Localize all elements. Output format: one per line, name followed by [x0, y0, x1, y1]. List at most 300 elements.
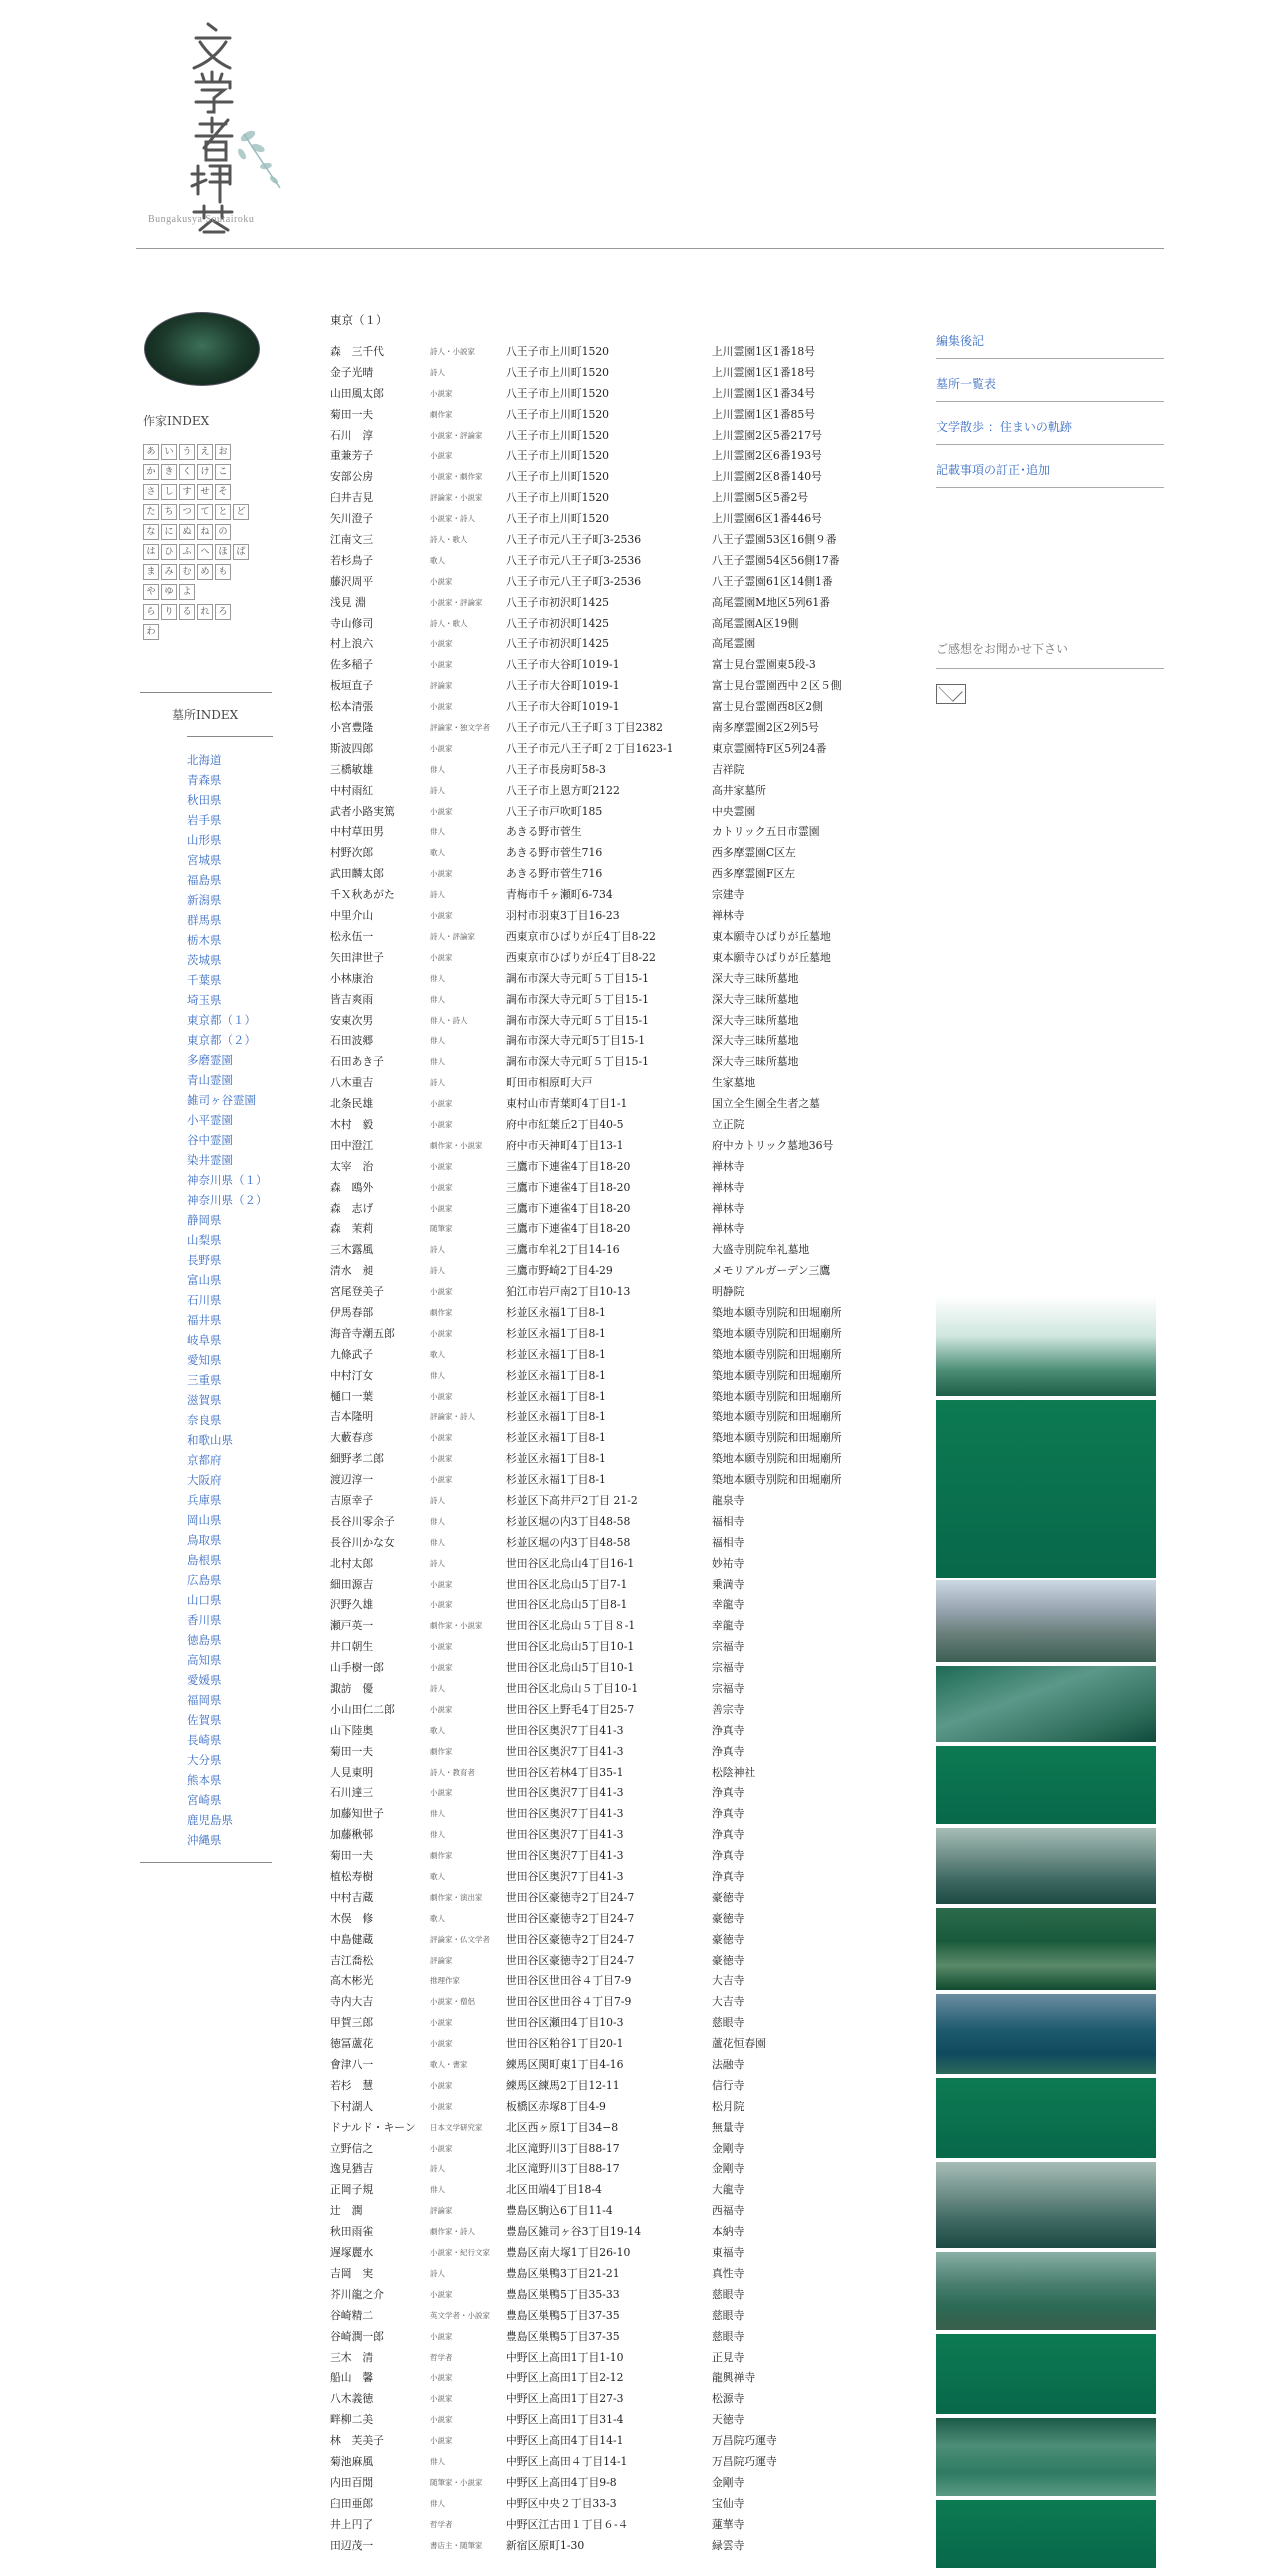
prefecture-link[interactable]: 福岡県 — [187, 1693, 222, 1707]
table-row — [330, 2327, 890, 2348]
kana-link[interactable]: の — [215, 524, 231, 540]
occupation: 小説家 — [430, 1161, 453, 1171]
author-name[interactable]: 八木義徳 — [330, 2392, 374, 2406]
author-name[interactable]: 井口朝生 — [330, 1640, 374, 1654]
occupation: 詩人 — [430, 1266, 445, 1276]
address: 世田谷区奥沢7丁目41-3 — [506, 1786, 624, 1800]
table-row — [330, 1387, 890, 1408]
prefecture-link[interactable]: 岩手県 — [187, 813, 222, 827]
grave-location: 松月院 — [712, 2099, 745, 2113]
kana-link[interactable]: へ — [197, 544, 213, 560]
author-name[interactable]: 寺山修司 — [330, 616, 374, 630]
prefecture-link[interactable]: 栃木県 — [187, 933, 222, 947]
prefecture-link[interactable]: 香川県 — [187, 1613, 222, 1627]
author-name[interactable]: 板垣直子 — [330, 679, 374, 693]
author-name[interactable]: 石田あき子 — [330, 1055, 384, 1069]
author-name[interactable]: ドナルド・キーン — [330, 2120, 416, 2134]
prefecture-link[interactable]: 広島県 — [187, 1573, 222, 1587]
table-row — [330, 2097, 890, 2118]
author-name[interactable]: 中村吉蔵 — [330, 1890, 374, 1904]
author-name[interactable]: 辻 潤 — [330, 2204, 363, 2218]
mail-icon[interactable] — [936, 684, 966, 704]
author-name[interactable]: 皆吉爽雨 — [330, 992, 374, 1006]
address: 杉並区堀の内3丁目48-58 — [506, 1514, 631, 1528]
site-logo[interactable] — [148, 16, 298, 236]
author-name[interactable]: 小宮豊隆 — [330, 721, 374, 735]
author-name[interactable]: 矢田津世子 — [330, 950, 384, 964]
author-name[interactable]: 會津八一 — [330, 2058, 374, 2072]
kana-row — [143, 484, 283, 504]
prefecture-link[interactable]: 神奈川県（１） — [187, 1173, 268, 1187]
kana-link[interactable]: ね — [197, 524, 213, 540]
kana-link[interactable]: い — [161, 444, 177, 460]
kana-link[interactable]: ふ — [179, 544, 195, 560]
author-name[interactable]: 石田波郷 — [330, 1034, 374, 1048]
prefecture-link[interactable]: 鳥取県 — [187, 1533, 222, 1547]
author-name[interactable]: 村野次郎 — [330, 846, 374, 860]
prefecture-link[interactable]: 大阪府 — [187, 1473, 222, 1487]
kana-link[interactable]: ぱ — [233, 544, 249, 560]
kana-link[interactable]: そ — [215, 484, 231, 500]
prefecture-link[interactable]: 福井県 — [187, 1313, 222, 1327]
author-name[interactable]: 長谷川かな女 — [330, 1535, 395, 1549]
prefecture-link[interactable]: 神奈川県（２） — [187, 1193, 268, 1207]
occupation: 小説家 — [430, 2436, 453, 2446]
occupation: 小説家 — [430, 1099, 453, 1109]
kana-link[interactable]: た — [143, 504, 159, 520]
prefecture-link[interactable]: 千葉県 — [187, 973, 222, 987]
kana-link[interactable]: に — [161, 524, 177, 540]
author-name[interactable]: 佐多稲子 — [330, 658, 374, 672]
author-name[interactable]: 林 芙美子 — [330, 2434, 384, 2448]
kana-link[interactable]: よ — [179, 584, 195, 600]
table-row — [330, 781, 890, 802]
occupation: 評論家・仏文学者 — [430, 1934, 490, 1944]
kana-link[interactable]: つ — [179, 504, 195, 520]
occupation: 俳人 — [430, 1057, 445, 1067]
author-name[interactable]: 加藤楸邨 — [330, 1828, 374, 1842]
address: 三鷹市下連雀4丁目18-20 — [506, 1159, 631, 1173]
author-name[interactable]: 大藪春彦 — [330, 1431, 374, 1445]
author-name[interactable]: 村上浪六 — [330, 637, 374, 651]
prefecture-link[interactable]: 岡山県 — [187, 1513, 222, 1527]
table-row — [330, 1240, 890, 1261]
occupation: 俳人 — [430, 1537, 445, 1547]
author-name[interactable]: 三橋敏雄 — [330, 762, 374, 776]
author-name[interactable]: 中里介山 — [330, 909, 374, 923]
author-name[interactable]: 船山 馨 — [330, 2371, 374, 2385]
author-name[interactable]: 樋口一葉 — [330, 1389, 374, 1403]
link-editor-postscript[interactable]: 編集後記 — [936, 334, 985, 348]
author-name[interactable]: 井上円了 — [330, 2517, 374, 2531]
occupation: 小説家・劇作家 — [430, 472, 483, 482]
prefecture-link[interactable]: 富山県 — [187, 1273, 222, 1287]
author-name[interactable]: 重兼芳子 — [330, 449, 374, 463]
prefecture-link[interactable]: 染井霊園 — [187, 1153, 233, 1167]
address: 世田谷区北烏山５丁目８-1 — [506, 1619, 636, 1633]
address: 西東京市ひばりが丘4丁目8-22 — [506, 929, 656, 943]
kana-row — [143, 544, 283, 564]
prefecture-link[interactable]: 山形県 — [187, 833, 222, 847]
prefecture-link[interactable]: 長崎県 — [187, 1733, 222, 1747]
occupation: 小説家 — [430, 952, 453, 962]
kana-link[interactable]: か — [143, 464, 159, 480]
table-row — [330, 551, 890, 572]
temple-photo — [936, 1580, 1156, 1662]
author-name[interactable]: 吉本隆明 — [330, 1410, 374, 1424]
author-name[interactable]: 畔柳二美 — [330, 2413, 374, 2427]
author-name[interactable]: 植松寿樹 — [330, 1870, 374, 1884]
author-name[interactable]: 八木重吉 — [330, 1076, 374, 1090]
prefecture-link[interactable]: 大分県 — [187, 1753, 222, 1767]
author-name[interactable]: 吉岡 実 — [330, 2266, 374, 2280]
prefecture-link[interactable]: 岐阜県 — [187, 1333, 222, 1347]
author-name[interactable]: 森 志げ — [330, 1201, 374, 1215]
grave-location: 東福寺 — [712, 2246, 745, 2260]
grave-location: 金剛寺 — [712, 2475, 745, 2489]
author-name[interactable]: 中村汀女 — [330, 1368, 374, 1382]
table-row — [330, 634, 890, 655]
author-name[interactable]: 吉原幸子 — [330, 1493, 374, 1507]
prefecture-link[interactable]: 秋田県 — [187, 793, 222, 807]
author-name[interactable]: 森 茉莉 — [330, 1222, 374, 1236]
author-name[interactable]: 高木彬光 — [330, 1974, 374, 1988]
author-name[interactable]: 森 鴎外 — [330, 1180, 374, 1194]
address: 杉並区永福1丁目8-1 — [506, 1473, 606, 1487]
prefecture-link[interactable]: 三重県 — [187, 1373, 222, 1387]
grave-location: 高尾霊園 — [712, 637, 756, 651]
table-row — [330, 467, 890, 488]
kana-link[interactable]: う — [179, 444, 195, 460]
kana-link[interactable]: と — [215, 504, 231, 520]
prefecture-link[interactable]: 京都府 — [187, 1453, 222, 1467]
author-name[interactable]: 正岡子規 — [330, 2183, 374, 2197]
kana-link[interactable]: み — [161, 564, 177, 580]
table-row — [330, 1491, 890, 1512]
author-name[interactable]: 遅塚麗水 — [330, 2246, 374, 2260]
author-name[interactable]: 内田百閒 — [330, 2475, 374, 2489]
kana-link[interactable]: ほ — [215, 544, 231, 560]
grave-location: 宗福寺 — [712, 1661, 745, 1675]
prefecture-link[interactable]: 東京都（１） — [187, 1013, 256, 1027]
prefecture-link[interactable]: 新潟県 — [187, 893, 222, 907]
address: 世田谷区奥沢7丁目41-3 — [506, 1744, 624, 1758]
author-name[interactable]: 臼井吉見 — [330, 491, 374, 505]
author-name[interactable]: 清水 昶 — [330, 1264, 374, 1278]
author-name[interactable]: 中村雨紅 — [330, 783, 374, 797]
author-name[interactable]: 甲賀三郎 — [330, 2016, 374, 2030]
address: 八王子市元八王子町3-2536 — [506, 553, 642, 567]
prefecture-link[interactable]: 宮城県 — [187, 853, 222, 867]
kana-link[interactable]: す — [179, 484, 195, 500]
table-row — [330, 1366, 890, 1387]
prefecture-link[interactable]: 青森県 — [187, 773, 222, 787]
kana-link[interactable]: り — [161, 604, 177, 620]
prefecture-link[interactable]: 愛知県 — [187, 1353, 222, 1367]
author-avatar — [144, 312, 260, 386]
address: 八王子市元八王子町3-2536 — [506, 533, 642, 547]
prefecture-link[interactable]: 山梨県 — [187, 1233, 222, 1247]
prefecture-link[interactable]: 東京都（２） — [187, 1033, 256, 1047]
kana-link[interactable]: る — [179, 604, 195, 620]
prefecture-link[interactable]: 宮崎県 — [187, 1793, 222, 1807]
prefecture-link[interactable]: 兵庫県 — [187, 1493, 222, 1507]
author-name[interactable]: 矢川澄子 — [330, 512, 374, 526]
kana-link[interactable]: せ — [197, 484, 213, 500]
occupation: 英文学者・小説家 — [430, 2310, 490, 2320]
author-name[interactable]: 中島健蔵 — [330, 1932, 374, 1946]
kana-link[interactable]: ぬ — [179, 524, 195, 540]
author-name[interactable]: 海音寺潮五郎 — [330, 1326, 395, 1340]
occupation: 小説家・紀行文家 — [430, 2248, 490, 2258]
author-name[interactable]: 諏訪 優 — [330, 1682, 374, 1695]
address: 八王子市大谷町1019-1 — [506, 679, 620, 693]
kana-row — [143, 444, 283, 464]
kana-link[interactable]: む — [179, 564, 195, 580]
author-name[interactable]: 秋田雨雀 — [330, 2225, 374, 2239]
prefecture-link[interactable]: 埼玉県 — [187, 993, 222, 1007]
kana-link[interactable]: ひ — [161, 544, 177, 560]
grave-location: 幸龍寺 — [712, 1619, 745, 1633]
divider — [187, 736, 273, 737]
table-row — [330, 2389, 890, 2410]
author-name[interactable]: 菊池麻風 — [330, 2454, 374, 2468]
table-row — [330, 1721, 890, 1742]
author-name[interactable]: 菊田一夫 — [330, 1744, 374, 1758]
prefecture-link[interactable]: 茨城県 — [187, 953, 222, 967]
kana-link[interactable]: や — [143, 584, 159, 600]
table-row — [330, 1846, 890, 1867]
prefecture-link[interactable]: 長野県 — [187, 1253, 222, 1267]
author-name[interactable]: 九條武子 — [330, 1347, 374, 1361]
author-name[interactable]: 石川 淳 — [330, 428, 374, 442]
author-name[interactable]: 菊田一夫 — [330, 407, 374, 421]
author-name[interactable]: 小林康治 — [330, 971, 374, 985]
author-name[interactable]: 若杉 慧 — [330, 2078, 374, 2092]
author-name[interactable]: 千Ｘ秋あがた — [330, 888, 395, 902]
kana-link[interactable]: こ — [215, 464, 231, 480]
author-name[interactable]: 木村 毅 — [330, 1117, 374, 1131]
logo-subtitle: Bungakusya Soutairoku — [148, 214, 255, 225]
address: 世田谷区北烏山５丁目10-1 — [506, 1682, 639, 1695]
occupation: 劇作家 — [430, 1851, 453, 1861]
grave-location: 富士見台霊園東5段-3 — [712, 658, 816, 672]
author-name[interactable]: 加藤知世子 — [330, 1807, 384, 1821]
author-name[interactable]: 北村太郎 — [330, 1556, 374, 1570]
kana-link[interactable]: て — [197, 504, 213, 520]
prefecture-link[interactable]: 奈良県 — [187, 1413, 222, 1427]
occupation: 小説家 — [430, 1704, 453, 1714]
author-name[interactable]: 細野孝二郎 — [330, 1452, 384, 1466]
kana-link[interactable]: け — [197, 464, 213, 480]
occupation: 小説家 — [430, 576, 453, 586]
author-name[interactable]: 安部公房 — [330, 470, 374, 484]
kana-link[interactable]: れ — [197, 604, 213, 620]
kana-link[interactable]: さ — [143, 484, 159, 500]
author-name[interactable]: 立野信之 — [330, 2141, 374, 2155]
prefecture-link[interactable]: 青山霊園 — [187, 1073, 233, 1087]
address: 中野区江古田１丁目６-４ — [506, 2517, 629, 2531]
kana-link[interactable]: な — [143, 524, 159, 540]
link-literary-walk[interactable]: 文学散歩 ：住まいの軌跡 — [936, 420, 1072, 434]
author-name[interactable]: 逸見猶吉 — [330, 2162, 374, 2176]
kana-link[interactable]: く — [179, 464, 195, 480]
author-name[interactable]: 藤沢周平 — [330, 574, 374, 588]
author-name[interactable]: 吉江喬松 — [330, 1953, 374, 1967]
author-name[interactable]: 瀬戸英一 — [330, 1619, 374, 1633]
table-row — [330, 2431, 890, 2452]
kana-link[interactable]: し — [161, 484, 177, 500]
occupation: 詩人 — [430, 1684, 445, 1693]
occupation: 小説家 — [430, 2289, 453, 2299]
address: 調布市深大寺元町５丁目15-1 — [506, 1013, 650, 1027]
grave-location: 龍泉寺 — [712, 1493, 745, 1507]
kana-link[interactable]: え — [197, 444, 213, 460]
author-name[interactable]: 芥川龍之介 — [330, 2287, 384, 2301]
author-name[interactable]: 石川達三 — [330, 1786, 374, 1800]
author-name[interactable]: 三木露風 — [330, 1243, 374, 1257]
kana-link[interactable]: も — [215, 564, 231, 580]
address: 世田谷区世田谷４丁目7-9 — [506, 1995, 632, 2009]
grave-location: メモリアルガーデン三鷹 — [712, 1264, 831, 1278]
kana-link[interactable]: ま — [143, 564, 159, 580]
author-name[interactable]: 田中澄江 — [330, 1138, 374, 1152]
prefecture-link[interactable]: 徳島県 — [187, 1633, 222, 1647]
author-name[interactable]: 田辺茂一 — [330, 2538, 374, 2552]
table-row — [330, 1136, 890, 1157]
kana-link[interactable]: わ — [143, 624, 159, 640]
author-name[interactable]: 三木 清 — [330, 2350, 374, 2364]
prefecture-link[interactable]: 島根県 — [187, 1553, 222, 1567]
kana-link[interactable]: ゆ — [161, 584, 177, 600]
prefecture-link[interactable]: 北海道 — [187, 753, 222, 767]
kana-link[interactable]: あ — [143, 444, 159, 460]
grave-location: 浄真寺 — [712, 1807, 745, 1821]
address: 府中市紅葉丘2丁目40-5 — [506, 1117, 624, 1131]
author-name[interactable]: 人見東明 — [330, 1765, 374, 1779]
author-name[interactable]: 臼田亜郎 — [330, 2496, 374, 2510]
occupation: 歌人 — [430, 555, 445, 565]
table-row — [330, 2473, 890, 2494]
address: 北区田端4丁目18-4 — [506, 2183, 602, 2197]
grave-location: 高井家墓所 — [712, 783, 766, 797]
prefecture-link[interactable]: 多磨霊園 — [187, 1053, 233, 1067]
author-name[interactable]: 武田麟太郎 — [330, 867, 384, 881]
prefecture-link[interactable]: 滋賀県 — [187, 1393, 222, 1407]
link-corrections[interactable]: 記載事項の訂正･追加 — [936, 463, 1051, 477]
prefecture-link[interactable]: 小平霊園 — [187, 1113, 233, 1127]
grave-location: 宗福寺 — [712, 1640, 745, 1654]
author-name[interactable]: 金子光晴 — [330, 365, 374, 379]
table-row — [330, 1512, 890, 1533]
author-name[interactable]: 山下陸奥 — [330, 1723, 374, 1737]
kana-link[interactable]: め — [197, 564, 213, 580]
occupation: 小説家 — [430, 1119, 453, 1129]
author-name[interactable]: 松永伍一 — [330, 929, 374, 943]
author-name[interactable]: 太宰 治 — [330, 1159, 374, 1173]
author-name[interactable]: 松本清張 — [330, 700, 374, 714]
table-row — [330, 1157, 890, 1178]
grave-location: 深大寺三昧所墓地 — [712, 1055, 799, 1069]
prefecture-link[interactable]: 鹿児島県 — [187, 1813, 233, 1827]
author-name[interactable]: 江南文三 — [330, 533, 374, 547]
prefecture-link[interactable]: 山口県 — [187, 1593, 222, 1607]
author-name[interactable]: 谷崎潤一郎 — [330, 2329, 384, 2343]
occupation: 俳人 — [430, 1036, 445, 1046]
prefecture-link[interactable]: 愛媛県 — [187, 1673, 222, 1687]
prefecture-link[interactable]: 群馬県 — [187, 913, 222, 927]
prefecture-link[interactable]: 福島県 — [187, 873, 222, 887]
author-name[interactable]: 沢野久雄 — [330, 1598, 374, 1612]
grave-location: 築地本願寺別院和田堀廟所 — [712, 1389, 842, 1403]
prefecture-link[interactable]: 熊本県 — [187, 1773, 222, 1787]
author-name[interactable]: 小山田仁二郎 — [330, 1702, 395, 1716]
author-name[interactable]: 下村湖人 — [330, 2099, 374, 2113]
occupation: 小説家・評論家 — [430, 430, 483, 440]
prefecture-link[interactable]: 雑司ヶ谷霊園 — [187, 1093, 256, 1107]
author-name[interactable]: 宮尾登美子 — [330, 1285, 384, 1299]
grave-location: 万昌院巧運寺 — [712, 2454, 777, 2468]
author-name[interactable]: 寺内大吉 — [330, 1995, 374, 2009]
kana-link[interactable]: き — [161, 464, 177, 480]
author-name[interactable]: 武者小路実篤 — [330, 804, 395, 818]
author-name[interactable]: 浅見 淵 — [330, 595, 366, 609]
prefecture-link[interactable]: 谷中霊園 — [187, 1133, 233, 1147]
author-name[interactable]: 安東次男 — [330, 1013, 374, 1027]
prefecture-link[interactable]: 佐賀県 — [187, 1713, 222, 1727]
author-name[interactable]: 谷崎精二 — [330, 2308, 374, 2322]
grave-location: 東本願寺ひばりが丘墓地 — [712, 929, 831, 943]
author-name[interactable]: 山手樹一郎 — [330, 1661, 384, 1675]
author-name[interactable]: 若杉鳥子 — [330, 553, 374, 567]
address: 世田谷区瀬田4丁目10-3 — [506, 2016, 624, 2030]
author-name[interactable]: 細田源吉 — [330, 1577, 374, 1591]
kana-link[interactable]: ど — [233, 504, 249, 520]
prefecture-link[interactable]: 石川県 — [187, 1293, 222, 1307]
occupation: 詩人 — [430, 1245, 445, 1255]
occupation: 歌人 — [430, 848, 445, 858]
author-name[interactable]: 菊田一夫 — [330, 1849, 374, 1863]
occupation: 俳人 — [430, 827, 445, 837]
kana-link[interactable]: ら — [143, 604, 159, 620]
author-name[interactable]: 長谷川零余子 — [330, 1514, 395, 1528]
author-name[interactable]: 中村草田男 — [330, 825, 384, 839]
occupation: 小説家 — [430, 1433, 453, 1443]
link-grave-list[interactable]: 墓所一覧表 — [936, 377, 997, 391]
address: 調布市深大寺元町５丁目15-1 — [506, 1055, 650, 1069]
author-name[interactable]: 伊馬春部 — [330, 1305, 374, 1319]
address: 杉並区永福1丁目8-1 — [506, 1347, 606, 1361]
table-row — [330, 1804, 890, 1825]
author-name[interactable]: 斯波四郎 — [330, 741, 374, 755]
author-name[interactable]: 北条民雄 — [330, 1097, 374, 1111]
author-name[interactable]: 木俣 修 — [330, 1911, 374, 1925]
prefecture-link[interactable]: 静岡県 — [187, 1213, 222, 1227]
lake-photo — [936, 1994, 1156, 2074]
address: 八王子市初沢町1425 — [506, 616, 610, 630]
prefecture-link[interactable]: 高知県 — [187, 1653, 222, 1667]
kana-link[interactable]: は — [143, 544, 159, 560]
author-name[interactable]: 渡辺淳一 — [330, 1473, 374, 1487]
author-name[interactable]: 徳冨蘆花 — [330, 2037, 374, 2051]
author-name[interactable]: 森 三千代 — [330, 345, 384, 358]
kana-link[interactable]: ち — [161, 504, 177, 520]
prefecture-link[interactable]: 沖縄県 — [187, 1833, 222, 1847]
kana-link[interactable]: お — [215, 444, 231, 460]
author-name[interactable]: 山田風太郎 — [330, 386, 384, 400]
prefecture-link[interactable]: 和歌山県 — [187, 1433, 233, 1447]
kana-link[interactable]: ろ — [215, 604, 231, 620]
